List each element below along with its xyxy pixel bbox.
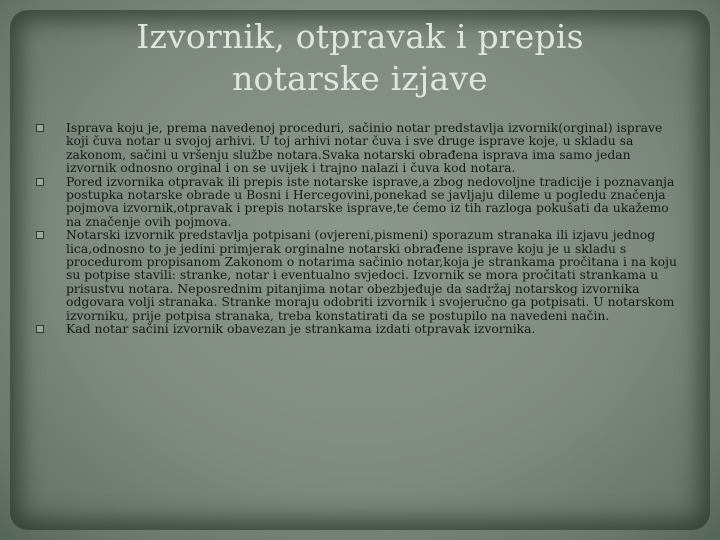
square-bullet-icon xyxy=(36,124,44,132)
bullet-text: Kad notar sačini izvornik obavezan je strankama izdati otpravak izvornika. xyxy=(66,321,536,337)
bullet-item xyxy=(30,175,680,229)
bullet-text: Notarski izvornik predstavlja potpisani (ovjereni,pismeni) sporazum stranaka ili izjavu jednog lica,odnosno to je jedini primjerak orginalne notarski obrađene isprave koju je u skladu s procedurom propisanom Zakonom o notarima sačinio notar,koja je strankama pročitana i na koju su potpise stavili: stranke, notar i eventualno svjedoci. Izvornik se mora pročitati strankama u prisustvu notara. Neposrednim pitanjima notar obezbjeđuje da sadržaj notarskog izvornika odgovara volji stranaka. Stranke moraju odobriti izvornik i svojeručno ga potpisati. U notarskom izvorniku, prije potpisa stranaka, treba konstatirati da se postupilo na navedeni način. xyxy=(66,227,677,323)
slide-title-line-2: notarske izjave xyxy=(232,59,488,98)
bullet-item xyxy=(30,322,680,335)
bullet-text: Isprava koju je, prema navedenoj proceduri, sačinio notar predstavlja izvornik(orginal) isprave koji čuva notar u svojoj arhivi. U toj arhivi notar čuva i sve druge isprave koje, u skladu sa zakonom, sačini u vršenju službe notara.Svaka notarski obrađena isprava ima samo jedan izvornik odnosno orginal i on se uvijek i trajno nalazi i čuva kod notara. xyxy=(66,120,663,176)
slide-title-line-1: Izvornik, otpravak i prepis xyxy=(136,17,584,56)
square-bullet-icon xyxy=(36,231,44,239)
bullet-item xyxy=(30,121,680,175)
bullet-list xyxy=(30,121,680,336)
bullet-item xyxy=(30,228,680,322)
square-bullet-icon xyxy=(36,325,44,333)
slide-title xyxy=(40,16,680,100)
bullet-text: Pored izvornika otpravak ili prepis iste notarske isprave,a zbog nedovoljne tradicije i poznavanja postupka notarske obrade u Bosni i Hercegovini,ponekad se javljaju dileme u pogledu značenja pojmova izvornik,otpravak i prepis notarske isprave,te ćemo iz tih razloga pokušati da ukažemo na značenje ovih pojmova. xyxy=(66,173,675,229)
square-bullet-icon xyxy=(36,178,44,186)
